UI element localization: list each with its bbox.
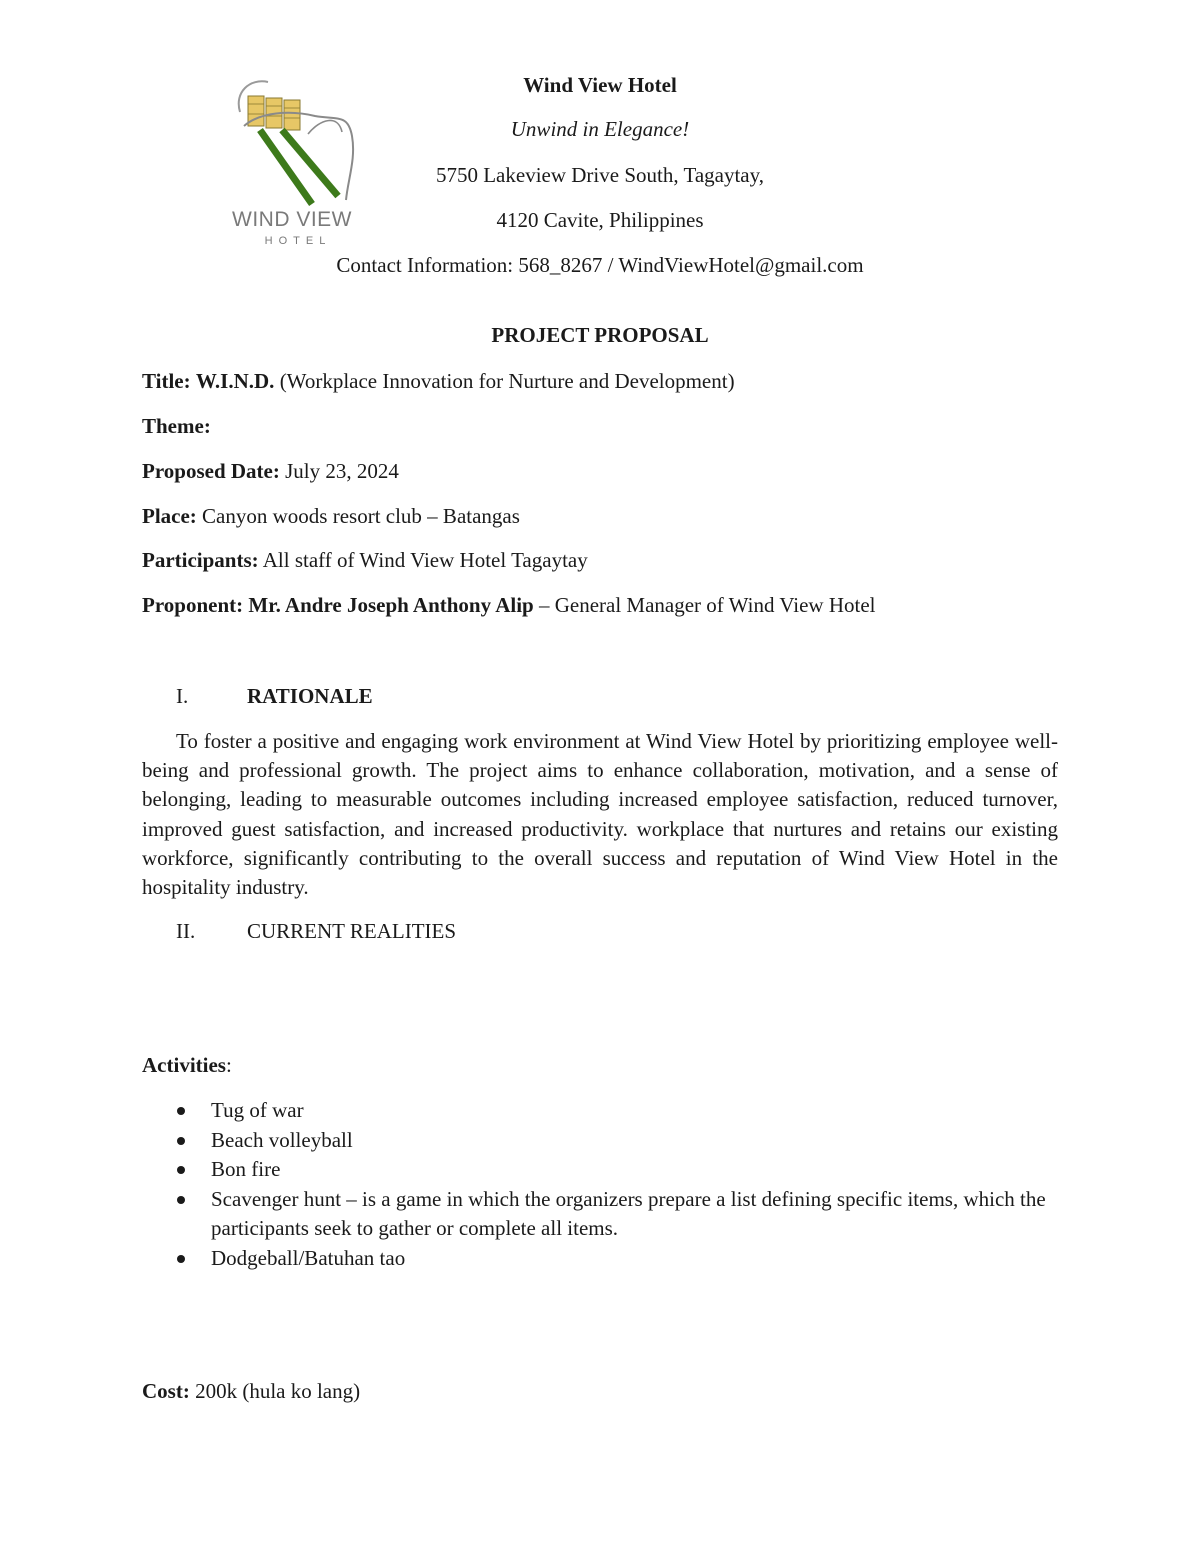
activities-list	[142, 1096, 1072, 1273]
activity-text: Bon fire	[211, 1157, 281, 1181]
field-place	[142, 504, 520, 529]
field-place-value: Canyon woods resort club – Batangas	[202, 504, 520, 528]
bullet-icon	[177, 1107, 185, 1115]
field-proponent-name: Mr. Andre Joseph Anthony Alip	[248, 593, 534, 617]
field-place-label: Place:	[142, 504, 197, 528]
activity-text: Beach volleyball	[211, 1127, 353, 1152]
field-date-value: July 23, 2024	[285, 459, 399, 483]
cost-label: Cost:	[142, 1379, 190, 1403]
section-2-title: CURRENT REALITIES	[247, 919, 457, 943]
address-line-2: 4120 Cavite, Philippines	[496, 208, 704, 232]
field-title-label: Title:	[142, 369, 191, 393]
cost-line	[142, 1379, 360, 1404]
logo-text-sub: HOTEL	[264, 235, 332, 246]
activities-heading	[142, 1053, 232, 1078]
list-item	[142, 1096, 1072, 1126]
field-participants-value: All staff of Wind View Hotel Tagaytay	[262, 548, 588, 572]
logo-text-main: WIND VIEW	[232, 208, 352, 231]
section-1-number: I.	[176, 684, 189, 708]
list-item	[142, 1244, 1072, 1274]
document-title: PROJECT PROPOSAL	[491, 323, 709, 347]
activity-text: Tug of war	[211, 1098, 304, 1122]
list-item	[142, 1126, 1072, 1156]
field-title-acronym: W.I.N.D.	[195, 369, 275, 393]
activity-text: Scavenger hunt – is a game in which the organizers prepare a list defining specific items, which the participants seek to gather or complete all items.	[211, 1186, 1046, 1240]
list-item	[142, 1155, 1072, 1185]
activities-label: Activities	[142, 1053, 226, 1077]
section-2-number: II.	[176, 919, 196, 943]
contact-info: Contact Information: 568_8267 / WindViewHotel@gmail.com	[336, 253, 864, 277]
field-theme-label: Theme:	[142, 414, 211, 438]
field-theme	[142, 414, 211, 439]
bullet-icon	[177, 1137, 185, 1145]
cost-value: 200k (hula ko lang)	[195, 1379, 361, 1403]
field-proponent	[142, 593, 875, 618]
list-item	[142, 1185, 1072, 1244]
activities-colon: :	[225, 1053, 232, 1077]
field-participants	[142, 548, 588, 573]
activity-text: Dodgeball/Batuhan tao	[211, 1245, 406, 1270]
field-proponent-role: – General Manager of Wind View Hotel	[538, 593, 876, 617]
field-title	[142, 369, 735, 394]
bullet-icon	[177, 1255, 185, 1263]
address-line-1: 5750 Lakeview Drive South, Tagaytay,	[435, 163, 765, 187]
bullet-icon	[177, 1196, 185, 1204]
field-title-value: (Workplace Innovation for Nurture and Development)	[279, 369, 735, 393]
field-participants-label: Participants:	[142, 548, 259, 572]
field-proponent-label: Proponent:	[142, 593, 244, 617]
hotel-name: Wind View Hotel	[523, 73, 677, 97]
field-date	[142, 459, 399, 484]
bullet-icon	[177, 1166, 185, 1174]
section-1-title: RATIONALE	[247, 684, 373, 708]
field-date-label: Proposed Date:	[142, 459, 280, 483]
hotel-tagline: Unwind in Elegance!	[510, 117, 690, 141]
rationale-paragraph: To foster a positive and engaging work environment at Wind View Hotel by prioritizing employee well-being and professional growth. The project aims to enhance collaboration, motivation, and a sense of belonging, leading to measurable outcomes including increased employee satisfaction, reduced turnover, improved guest satisfaction, and increased productivity. workplace that nurtures and retains our existing workforce, significantly contributing to the overall success and reputation of Wind View Hotel in the hospitality industry.	[142, 729, 1058, 900]
